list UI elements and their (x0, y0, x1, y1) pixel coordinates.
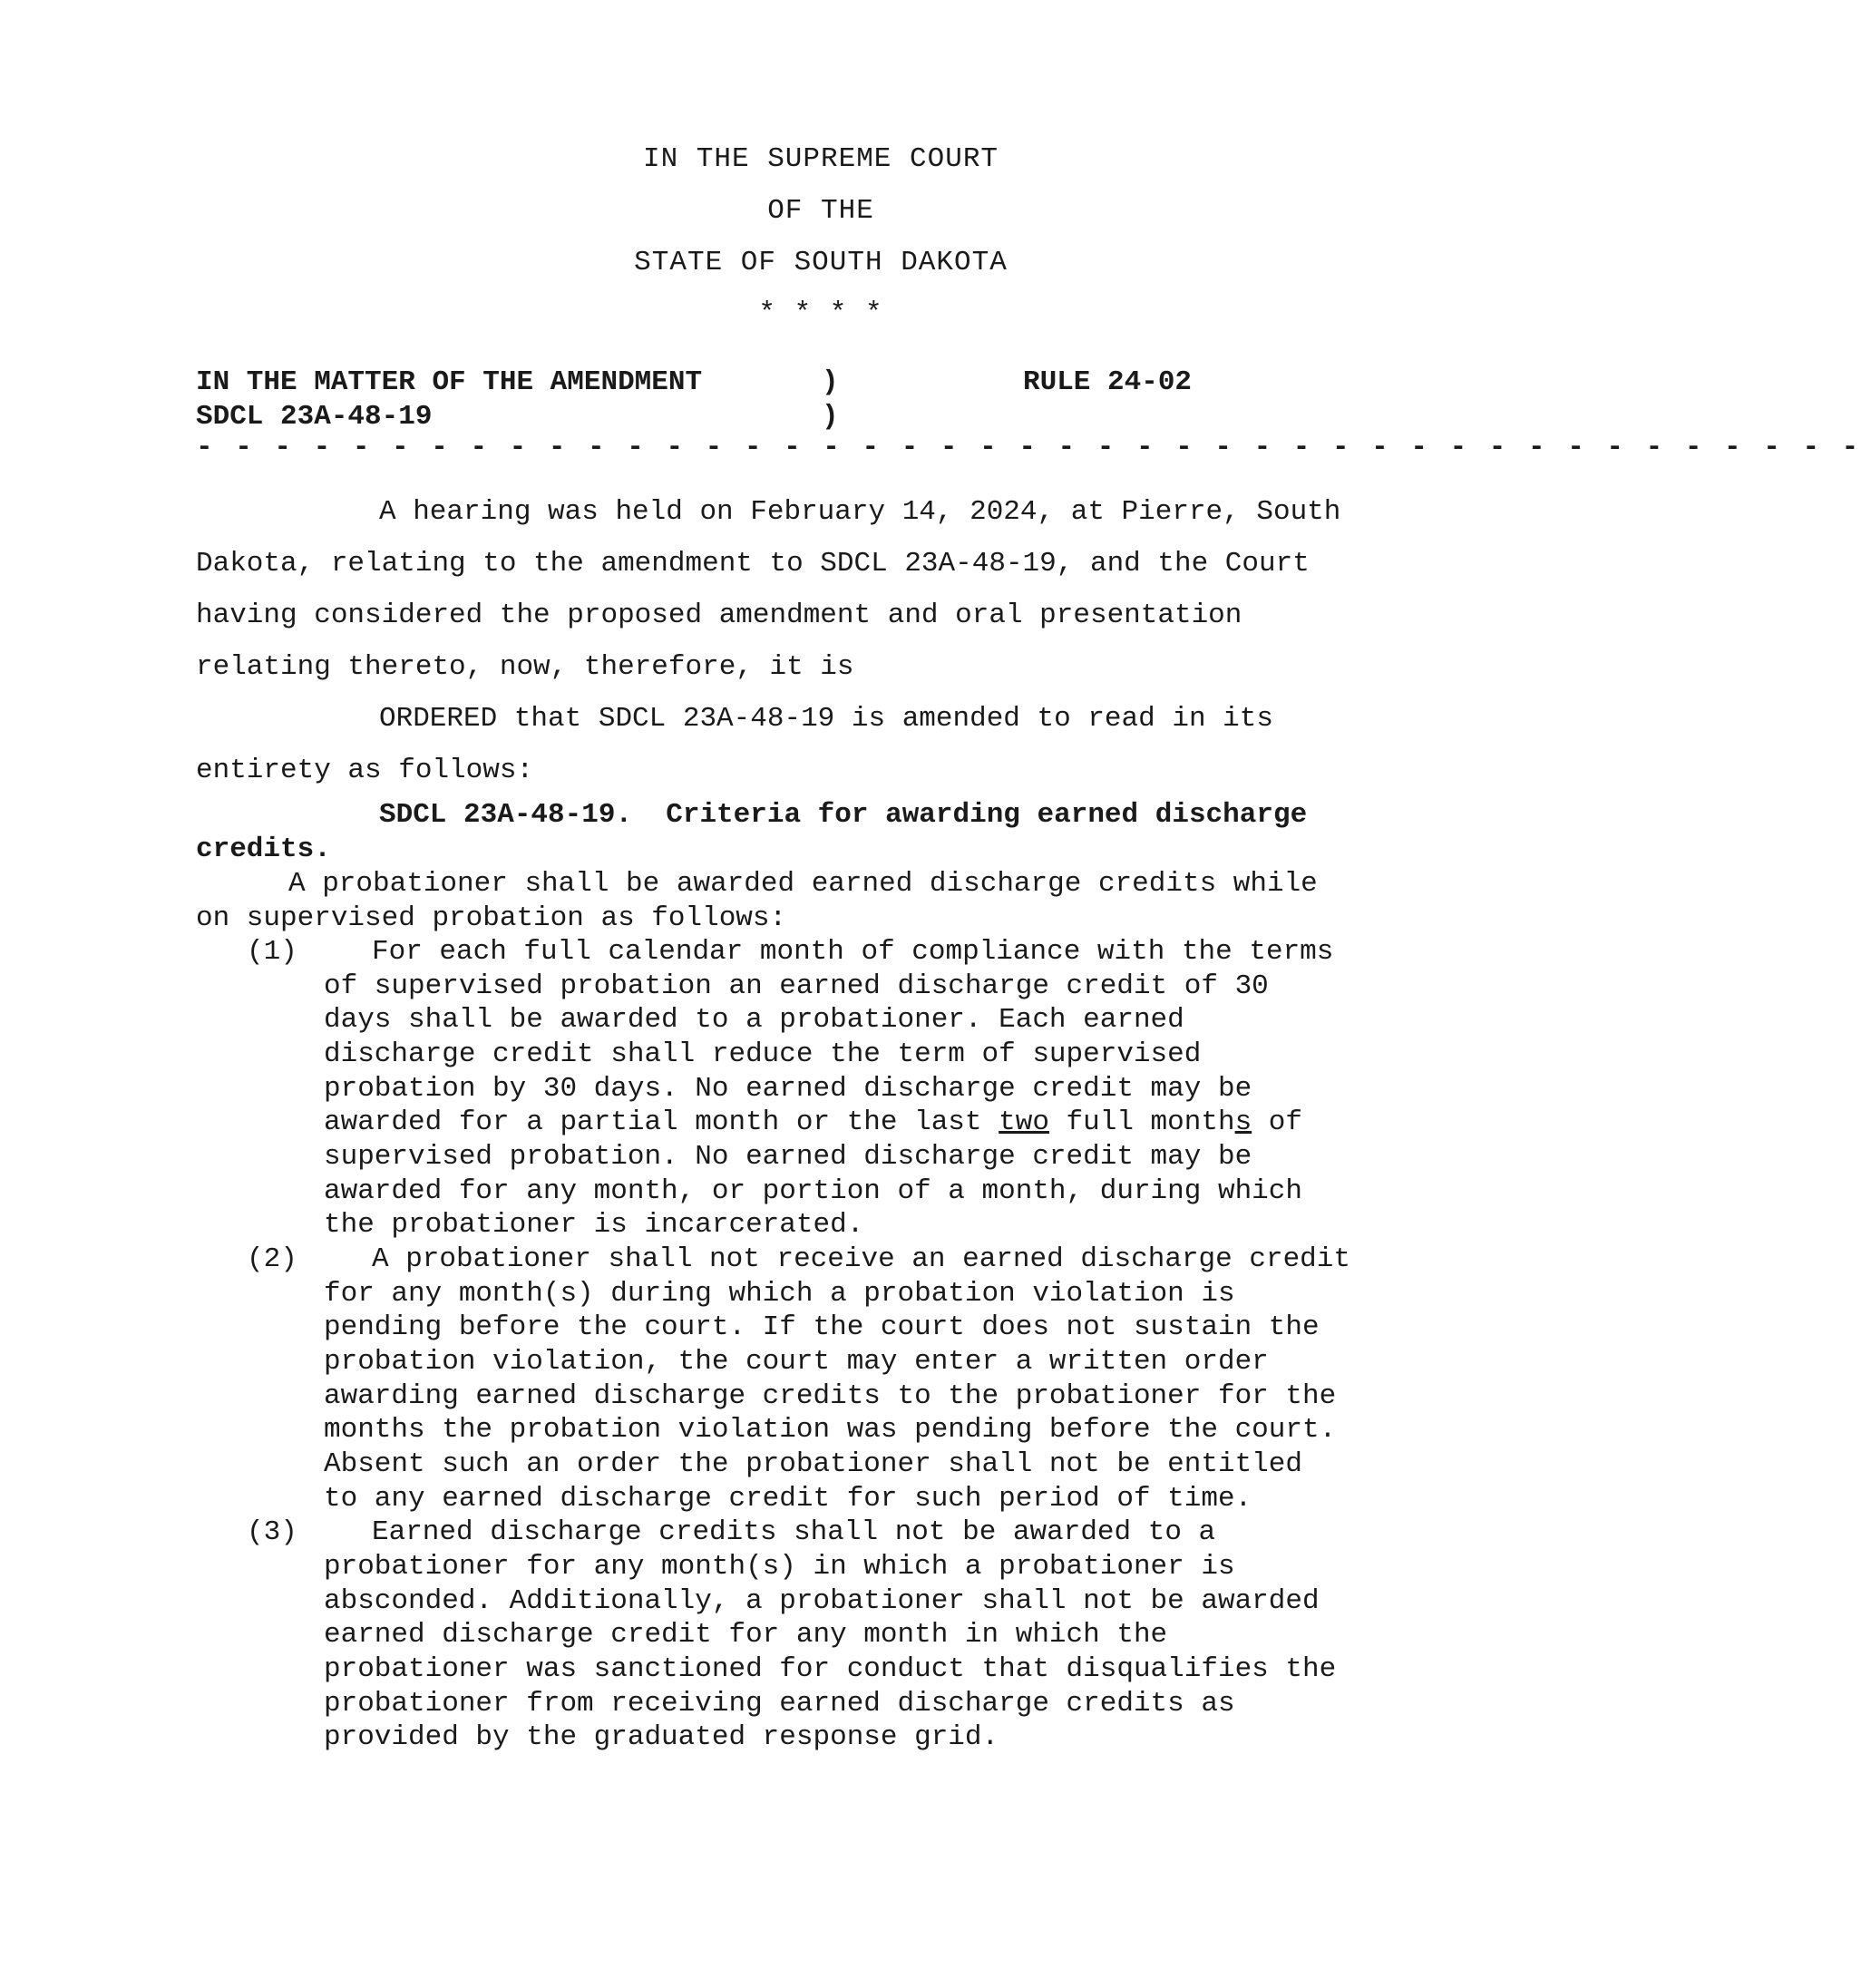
item-2-line: months the probation violation was pending before the court. (324, 1414, 1337, 1446)
item-2-line: Absent such an order the probationer shall not be entitled (324, 1448, 1302, 1480)
item-3-first-line: Earned discharge credits shall not be awarded to a (372, 1516, 1216, 1548)
item-1-line-underlined (324, 1106, 1302, 1140)
intro-p2-line2: entirety as follows: (196, 755, 534, 786)
rule-number: RULE 24-02 (1023, 366, 1193, 398)
court-state: STATE OF SOUTH DAKOTA (634, 247, 1008, 278)
item-1-line: days shall be awarded to a probationer. Each earned (324, 1004, 1184, 1036)
item-1-line: the probationer is incarcerated. (324, 1209, 864, 1241)
item-2-line: awarding earned discharge credits to the probationer for the (324, 1380, 1337, 1412)
court-of-the: OF THE (767, 195, 874, 227)
item-3-line: probationer from receiving earned discharge credits as (324, 1688, 1235, 1720)
item-1-line: of supervised probation an earned discharge credit of 30 (324, 970, 1269, 1002)
item-3-number: (3) (247, 1516, 297, 1548)
underlined-two: two (999, 1106, 1049, 1138)
item-2-line: pending before the court. If the court does not sustain the (324, 1311, 1320, 1343)
caption-stars: * * * * (758, 297, 883, 329)
intro-p1-line2: Dakota, relating to the amendment to SDCL 23A-48-19, and the Court (196, 548, 1310, 580)
text-run: full month (1048, 1106, 1235, 1138)
item-1-number: (1) (247, 936, 297, 968)
matter-title-line2: SDCL 23A-48-19 (196, 401, 433, 433)
intro-p1-line4: relating thereto, now, therefore, it is (196, 651, 854, 683)
text-run: awarded for a partial month or the last (324, 1106, 999, 1138)
section-lead-line1: A probationer shall be awarded earned discharge credits while (288, 868, 1318, 900)
item-1-line: discharge credit shall reduce the term of supervised (324, 1038, 1202, 1070)
item-1-first-line: For each full calendar month of compliance with the terms (372, 936, 1334, 968)
item-2-number: (2) (247, 1243, 297, 1275)
item-1-line: awarded for any month, or portion of a month, during which (324, 1175, 1302, 1207)
text-run: of (1252, 1106, 1302, 1138)
intro-p1-line1: A hearing was held on February 14, 2024, at Pierre, South (379, 496, 1341, 528)
item-3-line: probationer was sanctioned for conduct that disqualifies the (324, 1653, 1337, 1685)
item-3-line: probationer for any month(s) in which a probationer is (324, 1551, 1235, 1583)
section-lead-line2: on supervised probation as follows: (196, 902, 787, 934)
item-1-line: supervised probation. No earned discharge credit may be (324, 1141, 1252, 1173)
item-2-first-line: A probationer shall not receive an earned discharge credit (372, 1243, 1350, 1275)
section-heading-line2: credits. (196, 833, 331, 865)
intro-p1-line3: having considered the proposed amendment and oral presentation (196, 599, 1242, 631)
intro-p2-line1: ORDERED that SDCL 23A-48-19 is amended to read in its (379, 703, 1273, 735)
section-heading-line1: SDCL 23A-48-19. Criteria for awarding earned discharge (379, 799, 1308, 831)
item-1-line: probation by 30 days. No earned discharge credit may be (324, 1073, 1252, 1105)
divider-line: - - - - - - - - - - - - - - - - - - - - - - - - - - - - - - - - - - - - - - - - - - - (196, 432, 1861, 463)
item-3-line: provided by the graduated response grid. (324, 1721, 999, 1753)
underlined-s: s (1234, 1106, 1252, 1138)
matter-title-line1: IN THE MATTER OF THE AMENDMENT (196, 366, 703, 398)
item-3-line: earned discharge credit for any month in which the (324, 1619, 1168, 1651)
court-name: IN THE SUPREME COURT (642, 143, 999, 175)
caption-paren-1: ) (822, 366, 839, 398)
item-3-line: absconded. Additionally, a probationer shall not be awarded (324, 1585, 1320, 1617)
caption-paren-2: ) (822, 401, 839, 433)
item-2-line: probation violation, the court may enter a written order (324, 1346, 1269, 1378)
item-2-line: for any month(s) during which a probation violation is (324, 1278, 1235, 1310)
item-2-line: to any earned discharge credit for such period of time. (324, 1483, 1252, 1515)
